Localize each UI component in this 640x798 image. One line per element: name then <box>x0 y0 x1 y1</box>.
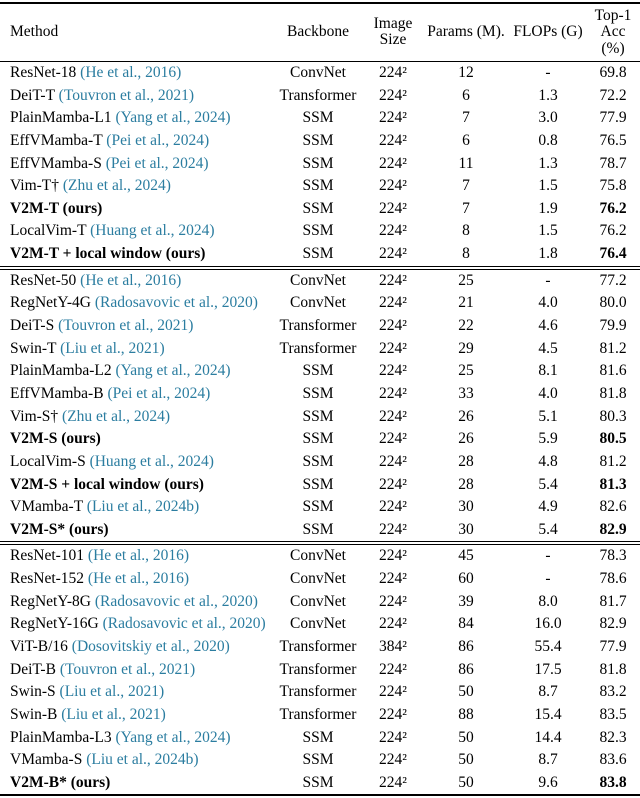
acc-cell: 75.8 <box>599 177 627 195</box>
params-cell: 29 <box>458 339 474 357</box>
params-cell: 30 <box>458 498 474 516</box>
flops-cell: 3.0 <box>538 109 558 127</box>
method-cell <box>0 383 272 406</box>
citation-link[interactable]: (He et al., 2016) <box>80 63 182 81</box>
method-cell <box>0 220 272 243</box>
params-cell: 45 <box>422 543 510 568</box>
table-row <box>0 658 640 681</box>
method-cell <box>0 337 272 360</box>
table-row <box>0 383 640 406</box>
backbone-cell: SSM <box>302 728 334 746</box>
backbone-cell: Transformer <box>279 317 357 335</box>
image-size-cell: 224² <box>379 705 407 723</box>
flops-cell: 1.5 <box>538 177 558 195</box>
acc-cell: 78.3 <box>586 543 640 568</box>
method-name: V2M-B* (ours) <box>10 773 111 791</box>
backbone-cell: ConvNet <box>290 63 346 81</box>
flops-cell: 5.4 <box>538 475 558 493</box>
image-size-cell: 224² <box>379 498 407 516</box>
image-size-cell: 224² <box>379 570 407 588</box>
citation-link[interactable]: (Touvron et al., 2021) <box>59 660 196 678</box>
image-size-cell: 224² <box>364 268 422 293</box>
backbone-cell: ConvNet <box>290 615 346 633</box>
col-header-flops: FLOPs (G) <box>510 3 586 61</box>
method-cell <box>0 543 272 568</box>
method-name: Swin-T <box>10 339 57 357</box>
method-name: Swin-B <box>10 705 58 723</box>
header-row <box>0 3 640 61</box>
backbone-cell: SSM <box>302 430 334 448</box>
method-cell <box>0 636 272 659</box>
table-row <box>0 772 640 796</box>
method-name: PlainMamba-L1 <box>10 109 112 127</box>
image-size-cell: 224² <box>379 592 407 610</box>
table-row <box>0 543 640 568</box>
method-cell <box>0 405 272 428</box>
method-cell <box>0 568 272 591</box>
image-size-cell: 224² <box>379 154 407 172</box>
method-name: RegNetY-4G <box>10 294 91 312</box>
col-header-top1-acc: Top-1 Acc (%) <box>586 3 640 61</box>
params-cell: 50 <box>458 773 474 791</box>
acc-cell: 81.8 <box>599 384 627 402</box>
method-cell <box>0 243 272 268</box>
table-row <box>0 130 640 153</box>
params-cell: 39 <box>458 592 474 610</box>
params-cell: 7 <box>462 109 470 127</box>
backbone-cell: ConvNet <box>290 592 346 610</box>
acc-cell: 81.2 <box>599 452 627 470</box>
acc-cell: 76.5 <box>599 131 627 149</box>
params-cell: 12 <box>458 63 474 81</box>
table-row <box>0 268 640 293</box>
flops-cell: 5.4 <box>538 520 558 538</box>
citation-link[interactable]: (Pei et al., 2024) <box>105 154 209 172</box>
method-name: Swin-S <box>10 683 56 701</box>
acc-cell: 76.4 <box>599 245 627 263</box>
method-name: V2M-S (ours) <box>10 430 101 448</box>
image-size-cell: 224² <box>379 660 407 678</box>
flops-cell: 1.8 <box>538 245 558 263</box>
method-cell <box>0 152 272 175</box>
method-name: V2M-S* (ours) <box>10 520 109 538</box>
table-row <box>0 152 640 175</box>
backbone-cell: SSM <box>302 362 334 380</box>
params-cell: 50 <box>458 683 474 701</box>
method-name: EffVMamba-T <box>10 131 103 149</box>
params-cell: 22 <box>458 317 474 335</box>
citation-link[interactable]: (Huang et al., 2024) <box>90 222 215 240</box>
params-cell: 50 <box>458 751 474 769</box>
method-cell <box>0 681 272 704</box>
method-name: VMamba-T <box>10 498 83 516</box>
table-row <box>0 337 640 360</box>
image-size-cell: 224² <box>379 407 407 425</box>
params-cell: 30 <box>458 520 474 538</box>
image-size-cell: 224² <box>379 452 407 470</box>
backbone-cell: SSM <box>302 773 334 791</box>
params-cell: 6 <box>462 131 470 149</box>
params-cell: 88 <box>458 705 474 723</box>
params-cell: 84 <box>458 615 474 633</box>
acc-cell: 82.9 <box>599 615 627 633</box>
flops-cell: 55.4 <box>534 638 562 655</box>
params-cell: 86 <box>458 638 474 655</box>
params-cell: 6 <box>462 86 470 104</box>
table-row <box>0 613 640 636</box>
table-row <box>0 568 640 591</box>
acc-cell: 83.8 <box>599 773 627 791</box>
method-name: PlainMamba-L2 <box>10 362 112 380</box>
citation-link[interactable]: (Radosavovic et al., 2020) <box>94 294 258 312</box>
backbone-cell: Transformer <box>279 638 357 655</box>
flops-cell: 8.7 <box>538 751 558 769</box>
acc-cell: 81.6 <box>599 362 627 380</box>
flops-cell: - <box>545 570 551 588</box>
method-name: LocalVim-S <box>10 452 86 470</box>
acc-cell: 80.5 <box>599 430 627 448</box>
table-row <box>0 704 640 727</box>
method-cell <box>0 519 272 544</box>
method-cell <box>0 198 272 221</box>
table-row <box>0 198 640 221</box>
acc-cell: 72.2 <box>599 86 627 104</box>
flops-cell: 1.5 <box>538 222 558 240</box>
flops-cell: 4.9 <box>538 498 558 516</box>
acc-cell: 81.3 <box>599 475 627 493</box>
flops-cell: - <box>510 268 586 293</box>
backbone-cell: SSM <box>302 384 334 402</box>
acc-cell: 83.5 <box>599 705 627 723</box>
table-row <box>0 107 640 130</box>
citation-link[interactable]: (Zhu et al., 2024) <box>62 407 171 425</box>
backbone-cell: SSM <box>302 199 334 217</box>
method-name: V2M-T (ours) <box>10 199 103 217</box>
image-size-cell: 384² <box>379 638 407 655</box>
params-cell: 21 <box>458 294 474 312</box>
params-cell: 26 <box>458 407 474 425</box>
method-cell <box>0 268 272 293</box>
method-cell <box>0 315 272 338</box>
table-row <box>0 451 640 474</box>
citation-link[interactable]: (Liu et al., 2021) <box>60 339 165 357</box>
backbone-cell: SSM <box>302 109 334 127</box>
col-header-image-size: Image Size <box>364 3 422 61</box>
citation-link[interactable]: (Dosovitskiy et al., 2020) <box>71 638 230 655</box>
params-cell: 8 <box>462 222 470 240</box>
backbone-cell: Transformer <box>279 339 357 357</box>
method-name: EffVMamba-B <box>10 384 104 402</box>
params-cell: 11 <box>458 154 474 172</box>
citation-link[interactable]: (Radosavovic et al., 2020) <box>94 592 258 610</box>
backbone-cell: SSM <box>302 177 334 195</box>
params-cell: 28 <box>458 452 474 470</box>
citation-link[interactable]: (Pei et al., 2024) <box>107 384 211 402</box>
method-name: Vim-S† <box>10 407 59 425</box>
method-cell <box>0 451 272 474</box>
method-name: ResNet-101 <box>10 547 85 565</box>
method-cell <box>0 175 272 198</box>
acc-cell: 78.7 <box>599 154 627 172</box>
table-row <box>0 175 640 198</box>
table-row <box>0 61 640 84</box>
params-cell: 8 <box>462 245 470 263</box>
method-cell <box>0 591 272 614</box>
acc-cell: 80.0 <box>599 294 627 312</box>
citation-link[interactable]: (Radosavovic et al., 2020) <box>102 615 266 633</box>
acc-cell: 78.6 <box>599 570 627 588</box>
params-cell: 50 <box>458 728 474 746</box>
acc-cell: 81.8 <box>599 660 627 678</box>
table-row <box>0 591 640 614</box>
table-row <box>0 360 640 383</box>
acc-cell: 82.9 <box>599 520 627 538</box>
method-cell <box>0 749 272 772</box>
method-cell <box>0 107 272 130</box>
flops-cell: 15.4 <box>534 705 562 723</box>
acc-cell: 83.2 <box>599 683 627 701</box>
table-row <box>0 243 640 268</box>
backbone-cell: ConvNet <box>272 268 364 293</box>
method-cell <box>0 496 272 519</box>
backbone-cell: SSM <box>302 452 334 470</box>
method-name: EffVMamba-S <box>10 154 102 172</box>
citation-link[interactable]: (Liu et al., 2024b) <box>86 498 200 516</box>
col-header-method: Method <box>0 3 272 61</box>
citation-link[interactable]: (He et al., 2016) <box>80 271 182 289</box>
method-name: DeiT-B <box>10 660 56 678</box>
citation-link[interactable]: (Pei et al., 2024) <box>106 131 210 149</box>
table-row <box>0 749 640 772</box>
params-cell: 60 <box>458 570 474 588</box>
acc-cell: 76.2 <box>599 222 627 240</box>
table-row <box>0 726 640 749</box>
flops-cell: 4.6 <box>538 317 558 335</box>
params-cell: 25 <box>422 268 510 293</box>
backbone-cell: Transformer <box>279 86 357 104</box>
flops-cell: 16.0 <box>534 615 562 633</box>
table-row <box>0 220 640 243</box>
acc-cell: 80.3 <box>599 407 627 425</box>
flops-cell: 0.8 <box>538 131 558 149</box>
acc-cell: 77.2 <box>586 268 640 293</box>
image-size-cell: 224² <box>379 430 407 448</box>
method-name: V2M-S + local window (ours) <box>10 475 204 493</box>
acc-cell: 83.6 <box>599 751 627 769</box>
citation-link[interactable]: (Touvron et al., 2021) <box>58 317 194 335</box>
acc-cell: 77.9 <box>599 638 627 655</box>
method-cell <box>0 772 272 796</box>
method-cell <box>0 292 272 315</box>
image-size-cell: 224² <box>379 177 407 195</box>
image-size-cell: 224² <box>379 475 407 493</box>
citation-link[interactable]: (Huang et al., 2024) <box>89 452 214 470</box>
backbone-cell: SSM <box>302 407 334 425</box>
image-size-cell: 224² <box>379 109 407 127</box>
image-size-cell: 224² <box>379 615 407 633</box>
image-size-cell: 224² <box>379 294 407 312</box>
method-name: Vim-T† <box>10 177 60 195</box>
citation-link[interactable]: (Zhu et al., 2024) <box>62 177 171 195</box>
method-cell <box>0 658 272 681</box>
flops-cell: - <box>510 543 586 568</box>
backbone-cell: SSM <box>302 498 334 516</box>
backbone-cell: SSM <box>302 520 334 538</box>
params-cell: 25 <box>458 362 474 380</box>
method-cell <box>0 130 272 153</box>
citation-link[interactable]: (Yang et al., 2024) <box>115 109 231 127</box>
method-cell <box>0 613 272 636</box>
backbone-cell: Transformer <box>279 705 357 723</box>
acc-cell: 81.2 <box>599 339 627 357</box>
image-size-cell: 224² <box>379 317 407 335</box>
method-cell <box>0 473 272 496</box>
table-row <box>0 496 640 519</box>
table-header <box>0 3 640 61</box>
table-body <box>0 61 640 795</box>
acc-cell: 81.7 <box>599 592 627 610</box>
table-row <box>0 681 640 704</box>
image-size-cell: 224² <box>364 543 422 568</box>
backbone-cell: Transformer <box>279 660 357 678</box>
image-size-cell: 224² <box>379 751 407 769</box>
results-table <box>0 2 640 796</box>
flops-cell: 8.1 <box>538 362 558 380</box>
flops-cell: 9.6 <box>538 773 558 791</box>
method-cell <box>0 704 272 727</box>
citation-link[interactable]: (Yang et al., 2024) <box>115 362 231 380</box>
flops-cell: 14.4 <box>534 728 562 746</box>
image-size-cell: 224² <box>379 222 407 240</box>
method-name: V2M-T + local window (ours) <box>10 245 206 263</box>
table-row <box>0 292 640 315</box>
flops-cell: 5.1 <box>538 407 558 425</box>
params-cell: 28 <box>458 475 474 493</box>
backbone-cell: SSM <box>302 751 334 769</box>
params-cell: 33 <box>458 384 474 402</box>
citation-link[interactable]: (Liu et al., 2021) <box>59 683 165 701</box>
image-size-cell: 224² <box>379 63 407 81</box>
flops-cell: 1.3 <box>538 154 558 172</box>
backbone-cell: SSM <box>302 154 334 172</box>
backbone-cell: Transformer <box>279 683 357 701</box>
citation-link[interactable]: (He et al., 2016) <box>87 570 190 588</box>
acc-cell: 76.2 <box>599 199 627 217</box>
params-cell: 26 <box>458 430 474 448</box>
params-cell: 86 <box>458 660 474 678</box>
table-row <box>0 315 640 338</box>
method-cell <box>0 726 272 749</box>
method-name: ViT-B/16 <box>10 638 68 655</box>
method-name: DeiT-T <box>10 86 55 104</box>
image-size-cell: 224² <box>379 520 407 538</box>
flops-cell: - <box>545 63 551 81</box>
method-name: ResNet-50 <box>10 271 77 289</box>
image-size-cell: 224² <box>379 362 407 380</box>
method-name: RegNetY-16G <box>10 615 99 633</box>
flops-cell: 17.5 <box>534 660 562 678</box>
citation-link[interactable]: (Liu et al., 2021) <box>61 705 166 723</box>
method-name: RegNetY-8G <box>10 592 91 610</box>
citation-link[interactable]: (Touvron et al., 2021) <box>58 86 195 104</box>
flops-cell: 4.5 <box>538 339 558 357</box>
backbone-cell: ConvNet <box>290 294 346 312</box>
col-header-backbone: Backbone <box>272 3 364 61</box>
image-size-cell: 224² <box>379 773 407 791</box>
flops-cell: 1.9 <box>538 199 558 217</box>
table-row <box>0 473 640 496</box>
image-size-cell: 224² <box>379 131 407 149</box>
image-size-cell: 224² <box>379 199 407 217</box>
backbone-cell: ConvNet <box>272 543 364 568</box>
method-cell <box>0 360 272 383</box>
table-row <box>0 519 640 544</box>
method-cell <box>0 61 272 84</box>
flops-cell: 4.0 <box>538 294 558 312</box>
method-name: VMamba-S <box>10 751 83 769</box>
flops-cell: 4.0 <box>538 384 558 402</box>
method-name: ResNet-18 <box>10 63 77 81</box>
backbone-cell: SSM <box>302 475 334 493</box>
image-size-cell: 224² <box>379 339 407 357</box>
method-name: LocalVim-T <box>10 222 87 240</box>
citation-link[interactable]: (He et al., 2016) <box>87 547 190 565</box>
backbone-cell: SSM <box>302 222 334 240</box>
col-header-params: Params (M). <box>422 3 510 61</box>
table-row <box>0 84 640 107</box>
flops-cell: 8.0 <box>538 592 558 610</box>
method-cell <box>0 84 272 107</box>
backbone-cell: ConvNet <box>290 570 346 588</box>
table-row <box>0 405 640 428</box>
image-size-cell: 224² <box>379 384 407 402</box>
params-cell: 7 <box>462 177 470 195</box>
backbone-cell: SSM <box>302 245 334 263</box>
image-size-cell: 224² <box>379 728 407 746</box>
flops-cell: 5.9 <box>538 430 558 448</box>
citation-link[interactable]: (Liu et al., 2024b) <box>86 751 199 769</box>
table-row <box>0 636 640 659</box>
acc-cell: 79.9 <box>599 317 627 335</box>
flops-cell: 8.7 <box>538 683 558 701</box>
citation-link[interactable]: (Yang et al., 2024) <box>115 728 231 746</box>
image-size-cell: 224² <box>379 245 407 263</box>
backbone-cell: SSM <box>302 131 334 149</box>
acc-cell: 77.9 <box>599 109 627 127</box>
method-cell <box>0 428 272 451</box>
method-name: DeiT-S <box>10 317 55 335</box>
acc-cell: 69.8 <box>599 63 627 81</box>
image-size-cell: 224² <box>379 683 407 701</box>
acc-cell: 82.6 <box>599 498 627 516</box>
flops-cell: 1.3 <box>538 86 558 104</box>
method-name: ResNet-152 <box>10 570 85 588</box>
params-cell: 7 <box>462 199 470 217</box>
method-name: PlainMamba-L3 <box>10 728 112 746</box>
table-row <box>0 428 640 451</box>
acc-cell: 82.3 <box>599 728 627 746</box>
image-size-cell: 224² <box>379 86 407 104</box>
flops-cell: 4.8 <box>538 452 558 470</box>
